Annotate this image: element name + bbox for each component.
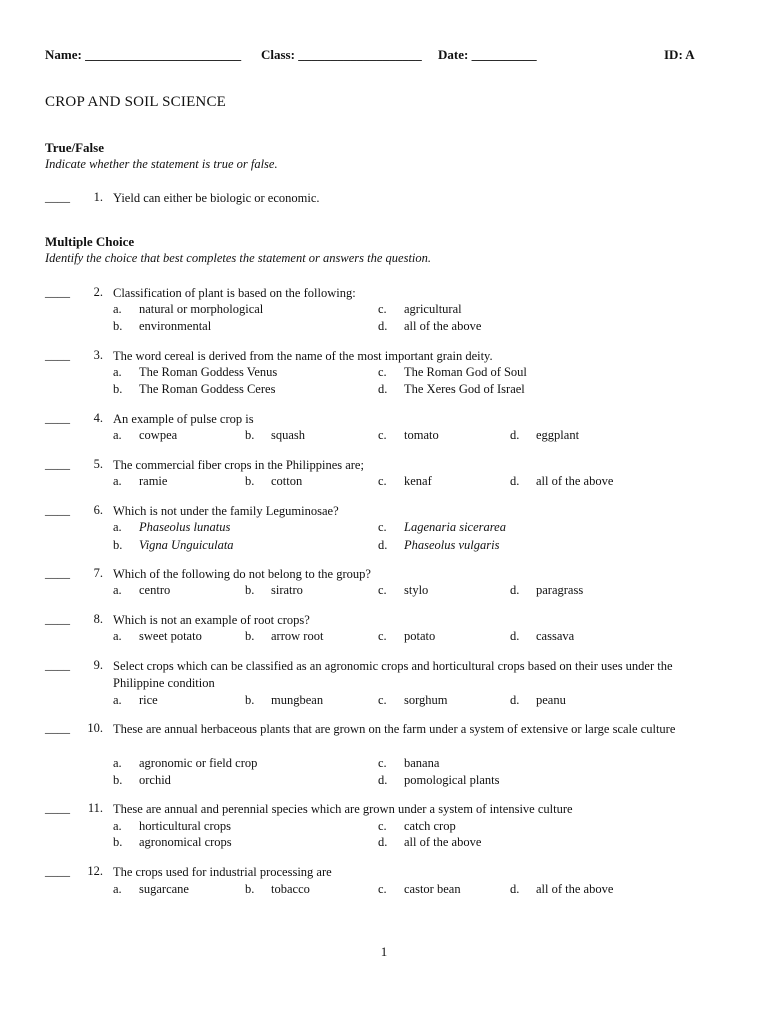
question-stem: The word cereal is derived from the name of the most important grain deity. xyxy=(113,349,493,363)
true-false-instruction: Indicate whether the statement is true or false. xyxy=(45,157,278,171)
answer-blank[interactable]: ____ xyxy=(45,348,70,362)
option-a[interactable]: a. rice xyxy=(113,693,158,707)
question-number: 5. xyxy=(93,457,103,471)
page-title: CROP AND SOIL SCIENCE xyxy=(45,94,227,110)
name-field-label: Name: ________________________ xyxy=(45,47,242,62)
option-a[interactable]: a. horticultural crops xyxy=(113,819,231,833)
answer-blank[interactable]: ____ xyxy=(45,566,70,580)
option-d[interactable]: d. all of the above xyxy=(378,319,482,333)
option-b[interactable]: b. environmental xyxy=(113,319,212,333)
answer-blank[interactable]: ____ xyxy=(45,721,70,735)
option-c[interactable]: c. potato xyxy=(378,629,436,643)
question-number: 1. xyxy=(93,190,103,204)
question-number: 9. xyxy=(93,658,103,672)
question-number: 2. xyxy=(93,285,103,299)
question-number: 6. xyxy=(93,503,103,517)
answer-blank[interactable]: ____ xyxy=(45,612,70,626)
question-stem: Which is not under the family Leguminosae? xyxy=(113,504,339,518)
page-number: 1 xyxy=(380,944,388,959)
option-d[interactable]: d. pomological plants xyxy=(378,773,500,787)
option-b[interactable]: b. agronomical crops xyxy=(113,835,232,849)
option-b[interactable]: b. mungbean xyxy=(245,693,324,707)
option-c[interactable]: c. Lagenaria sicerarea xyxy=(378,520,506,534)
option-c[interactable]: c. agricultural xyxy=(378,302,462,316)
question-number: 4. xyxy=(93,411,103,425)
answer-blank[interactable]: ____ xyxy=(45,801,70,815)
option-d[interactable]: d. all of the above xyxy=(510,474,614,488)
option-a[interactable]: a. The Roman Goddess Venus xyxy=(113,365,278,379)
option-d[interactable]: d. Phaseolus vulgaris xyxy=(378,538,500,552)
option-c[interactable]: c. catch crop xyxy=(378,819,456,833)
option-c[interactable]: c. tomato xyxy=(378,428,439,442)
option-d[interactable]: d. cassava xyxy=(510,629,575,643)
option-b[interactable]: b. Vigna Unguiculata xyxy=(113,538,234,552)
option-c[interactable]: c. castor bean xyxy=(378,882,461,896)
answer-blank[interactable]: ____ xyxy=(45,864,70,878)
question-stem: Yield can either be biologic or economic. xyxy=(113,191,320,205)
option-c[interactable]: c. sorghum xyxy=(378,693,448,707)
answer-blank[interactable]: ____ xyxy=(45,658,70,672)
answer-blank[interactable]: ____ xyxy=(45,411,70,425)
option-d[interactable]: d. all of the above xyxy=(510,882,614,896)
answer-blank[interactable]: ____ xyxy=(45,190,70,204)
option-b[interactable]: b. arrow root xyxy=(245,629,324,643)
option-c[interactable]: c. kenaf xyxy=(378,474,432,488)
option-a[interactable]: a. agronomic or field crop xyxy=(113,756,258,770)
question-stem: Which of the following do not belong to the group? xyxy=(113,567,371,581)
option-d[interactable]: d. eggplant xyxy=(510,428,580,442)
answer-blank[interactable]: ____ xyxy=(45,285,70,299)
true-false-heading: True/False xyxy=(45,140,104,155)
class-field-label: Class: ___________________ xyxy=(261,47,422,62)
question-number: 10. xyxy=(87,721,103,735)
option-a[interactable]: a. cowpea xyxy=(113,428,178,442)
answer-blank[interactable]: ____ xyxy=(45,503,70,517)
question-number: 12. xyxy=(87,864,103,878)
question-stem: These are annual and perennial species which are grown under a system of intensive culture xyxy=(113,802,573,816)
option-a[interactable]: a. centro xyxy=(113,583,171,597)
option-a[interactable]: a. natural or morphological xyxy=(113,302,264,316)
option-a[interactable]: a. sweet potato xyxy=(113,629,202,643)
question-number: 11. xyxy=(87,801,103,815)
option-b[interactable]: b. siratro xyxy=(245,583,303,597)
option-c[interactable]: c. The Roman God of Soul xyxy=(378,365,527,379)
option-b[interactable]: b. tobacco xyxy=(245,882,310,896)
question-stem: These are annual herbaceous plants that are grown on the farm under a system of extensive or large scale culture xyxy=(113,722,676,736)
question-stem: Which is not an example of root crops? xyxy=(113,613,310,627)
exam-id-label: ID: A xyxy=(664,47,695,62)
option-b[interactable]: b. orchid xyxy=(113,773,171,787)
option-d[interactable]: d. paragrass xyxy=(510,583,584,597)
option-b[interactable]: b. squash xyxy=(245,428,306,442)
option-d[interactable]: d. peanu xyxy=(510,693,566,707)
question-stem: The commercial fiber crops in the Philippines are; xyxy=(113,458,364,472)
date-field-label: Date: __________ xyxy=(438,47,537,62)
multiple-choice-heading: Multiple Choice xyxy=(45,234,135,249)
option-a[interactable]: a. sugarcane xyxy=(113,882,189,896)
question-number: 8. xyxy=(93,612,103,626)
option-c[interactable]: c. stylo xyxy=(378,583,429,597)
option-d[interactable]: d. The Xeres God of Israel xyxy=(378,382,525,396)
question-number: 3. xyxy=(93,348,103,362)
question-stem: Classification of plant is based on the following: xyxy=(113,286,356,300)
option-c[interactable]: c. banana xyxy=(378,756,440,770)
option-b[interactable]: b. The Roman Goddess Ceres xyxy=(113,382,276,396)
option-d[interactable]: d. all of the above xyxy=(378,835,482,849)
question-stem: Select crops which can be classified as an agronomic crops and horticultural crops based on their uses under the Philippine condition xyxy=(113,659,673,690)
exam-header xyxy=(45,47,705,65)
option-b[interactable]: b. cotton xyxy=(245,474,303,488)
question-stem: The crops used for industrial processing are xyxy=(113,865,332,879)
option-a[interactable]: a. ramie xyxy=(113,474,168,488)
multiple-choice-instruction: Identify the choice that best completes the statement or answers the question. xyxy=(45,251,432,265)
option-a[interactable]: a. Phaseolus lunatus xyxy=(113,520,231,534)
answer-blank[interactable]: ____ xyxy=(45,457,70,471)
question-stem: An example of pulse crop is xyxy=(113,412,254,426)
question-number: 7. xyxy=(93,566,103,580)
